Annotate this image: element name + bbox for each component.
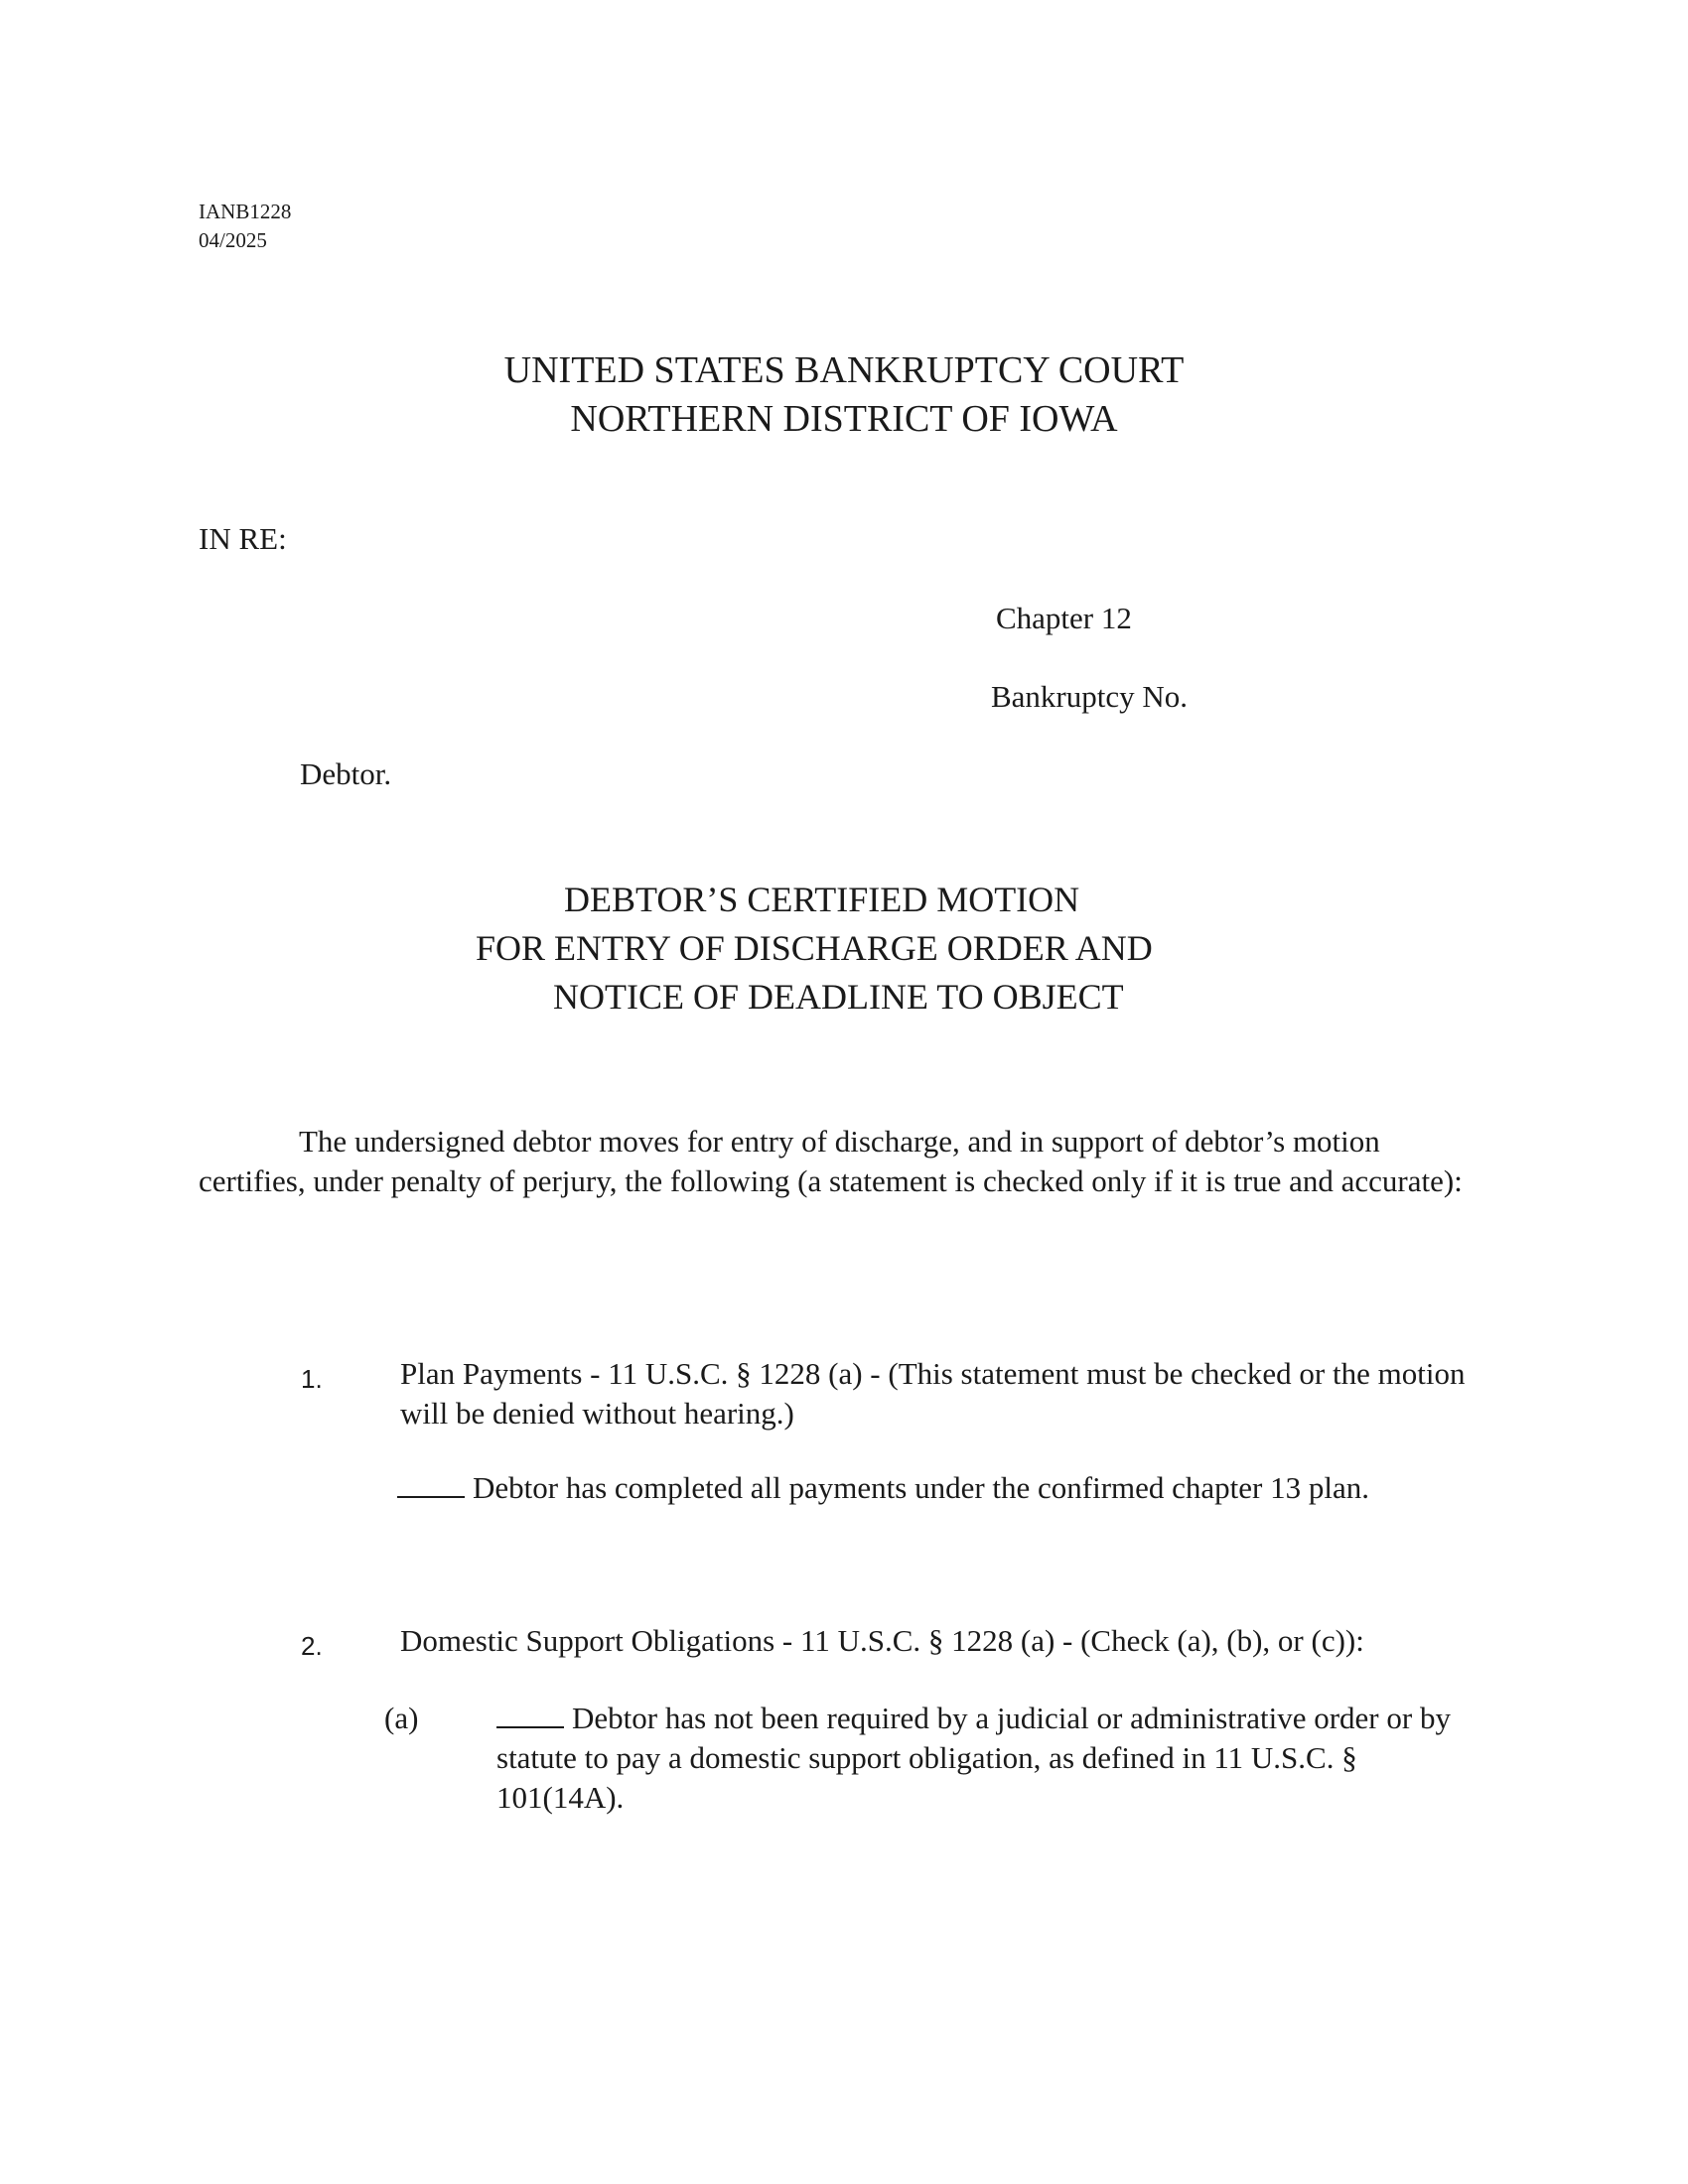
section-1-number: 1. [301, 1364, 323, 1394]
court-name: UNITED STATES BANKRUPTCY COURT [503, 349, 1185, 391]
document-title-line-2: FOR ENTRY OF DISCHARGE ORDER AND [476, 928, 1153, 968]
section-2-item-a-checkbox-blank[interactable] [496, 1701, 564, 1728]
document-title-line-1: DEBTOR’S CERTIFIED MOTION [564, 880, 1080, 919]
section-1-statement-text: Debtor has completed all payments under the confirmed chapter 13 plan. [473, 1470, 1369, 1505]
section-1-heading: Plan Payments - 11 U.S.C. § 1228 (a) - (This statement must be checked or the motion will be denied without hearing.) [400, 1356, 1466, 1431]
intro-paragraph: The undersigned debtor moves for entry of discharge, and in support of debtor’s motion certifies, under penalty of perjury, the following (a statement is checked only if it is true and accurate): [199, 1124, 1463, 1198]
section-1-checkbox-blank[interactable] [397, 1470, 465, 1498]
section-2-item-a-text: Debtor has not been required by a judicial or administrative order or by statute to pay a domestic support obligation, as defined in 11 U.S.C. § 101(14A). [496, 1701, 1451, 1815]
section-2-number: 2. [301, 1631, 323, 1661]
section-2-item-a [496, 1699, 1489, 1818]
debtor-label: Debtor. [300, 756, 392, 791]
court-district: NORTHERN DISTRICT OF IOWA [570, 398, 1118, 440]
document-title-line-3: NOTICE OF DEADLINE TO OBJECT [553, 977, 1124, 1017]
form-code: IANB1228 [199, 200, 292, 223]
section-1-statement [397, 1468, 1489, 1508]
bankruptcy-number-label: Bankruptcy No. [991, 679, 1189, 714]
form-revision-date: 04/2025 [199, 228, 267, 252]
chapter-label: Chapter 12 [996, 601, 1132, 635]
section-2-heading: Domestic Support Obligations - 11 U.S.C. § 1228 (a) - (Check (a), (b), or (c)): [400, 1623, 1364, 1658]
in-re-label: IN RE: [199, 521, 287, 556]
section-2-item-a-label: (a) [384, 1701, 419, 1735]
